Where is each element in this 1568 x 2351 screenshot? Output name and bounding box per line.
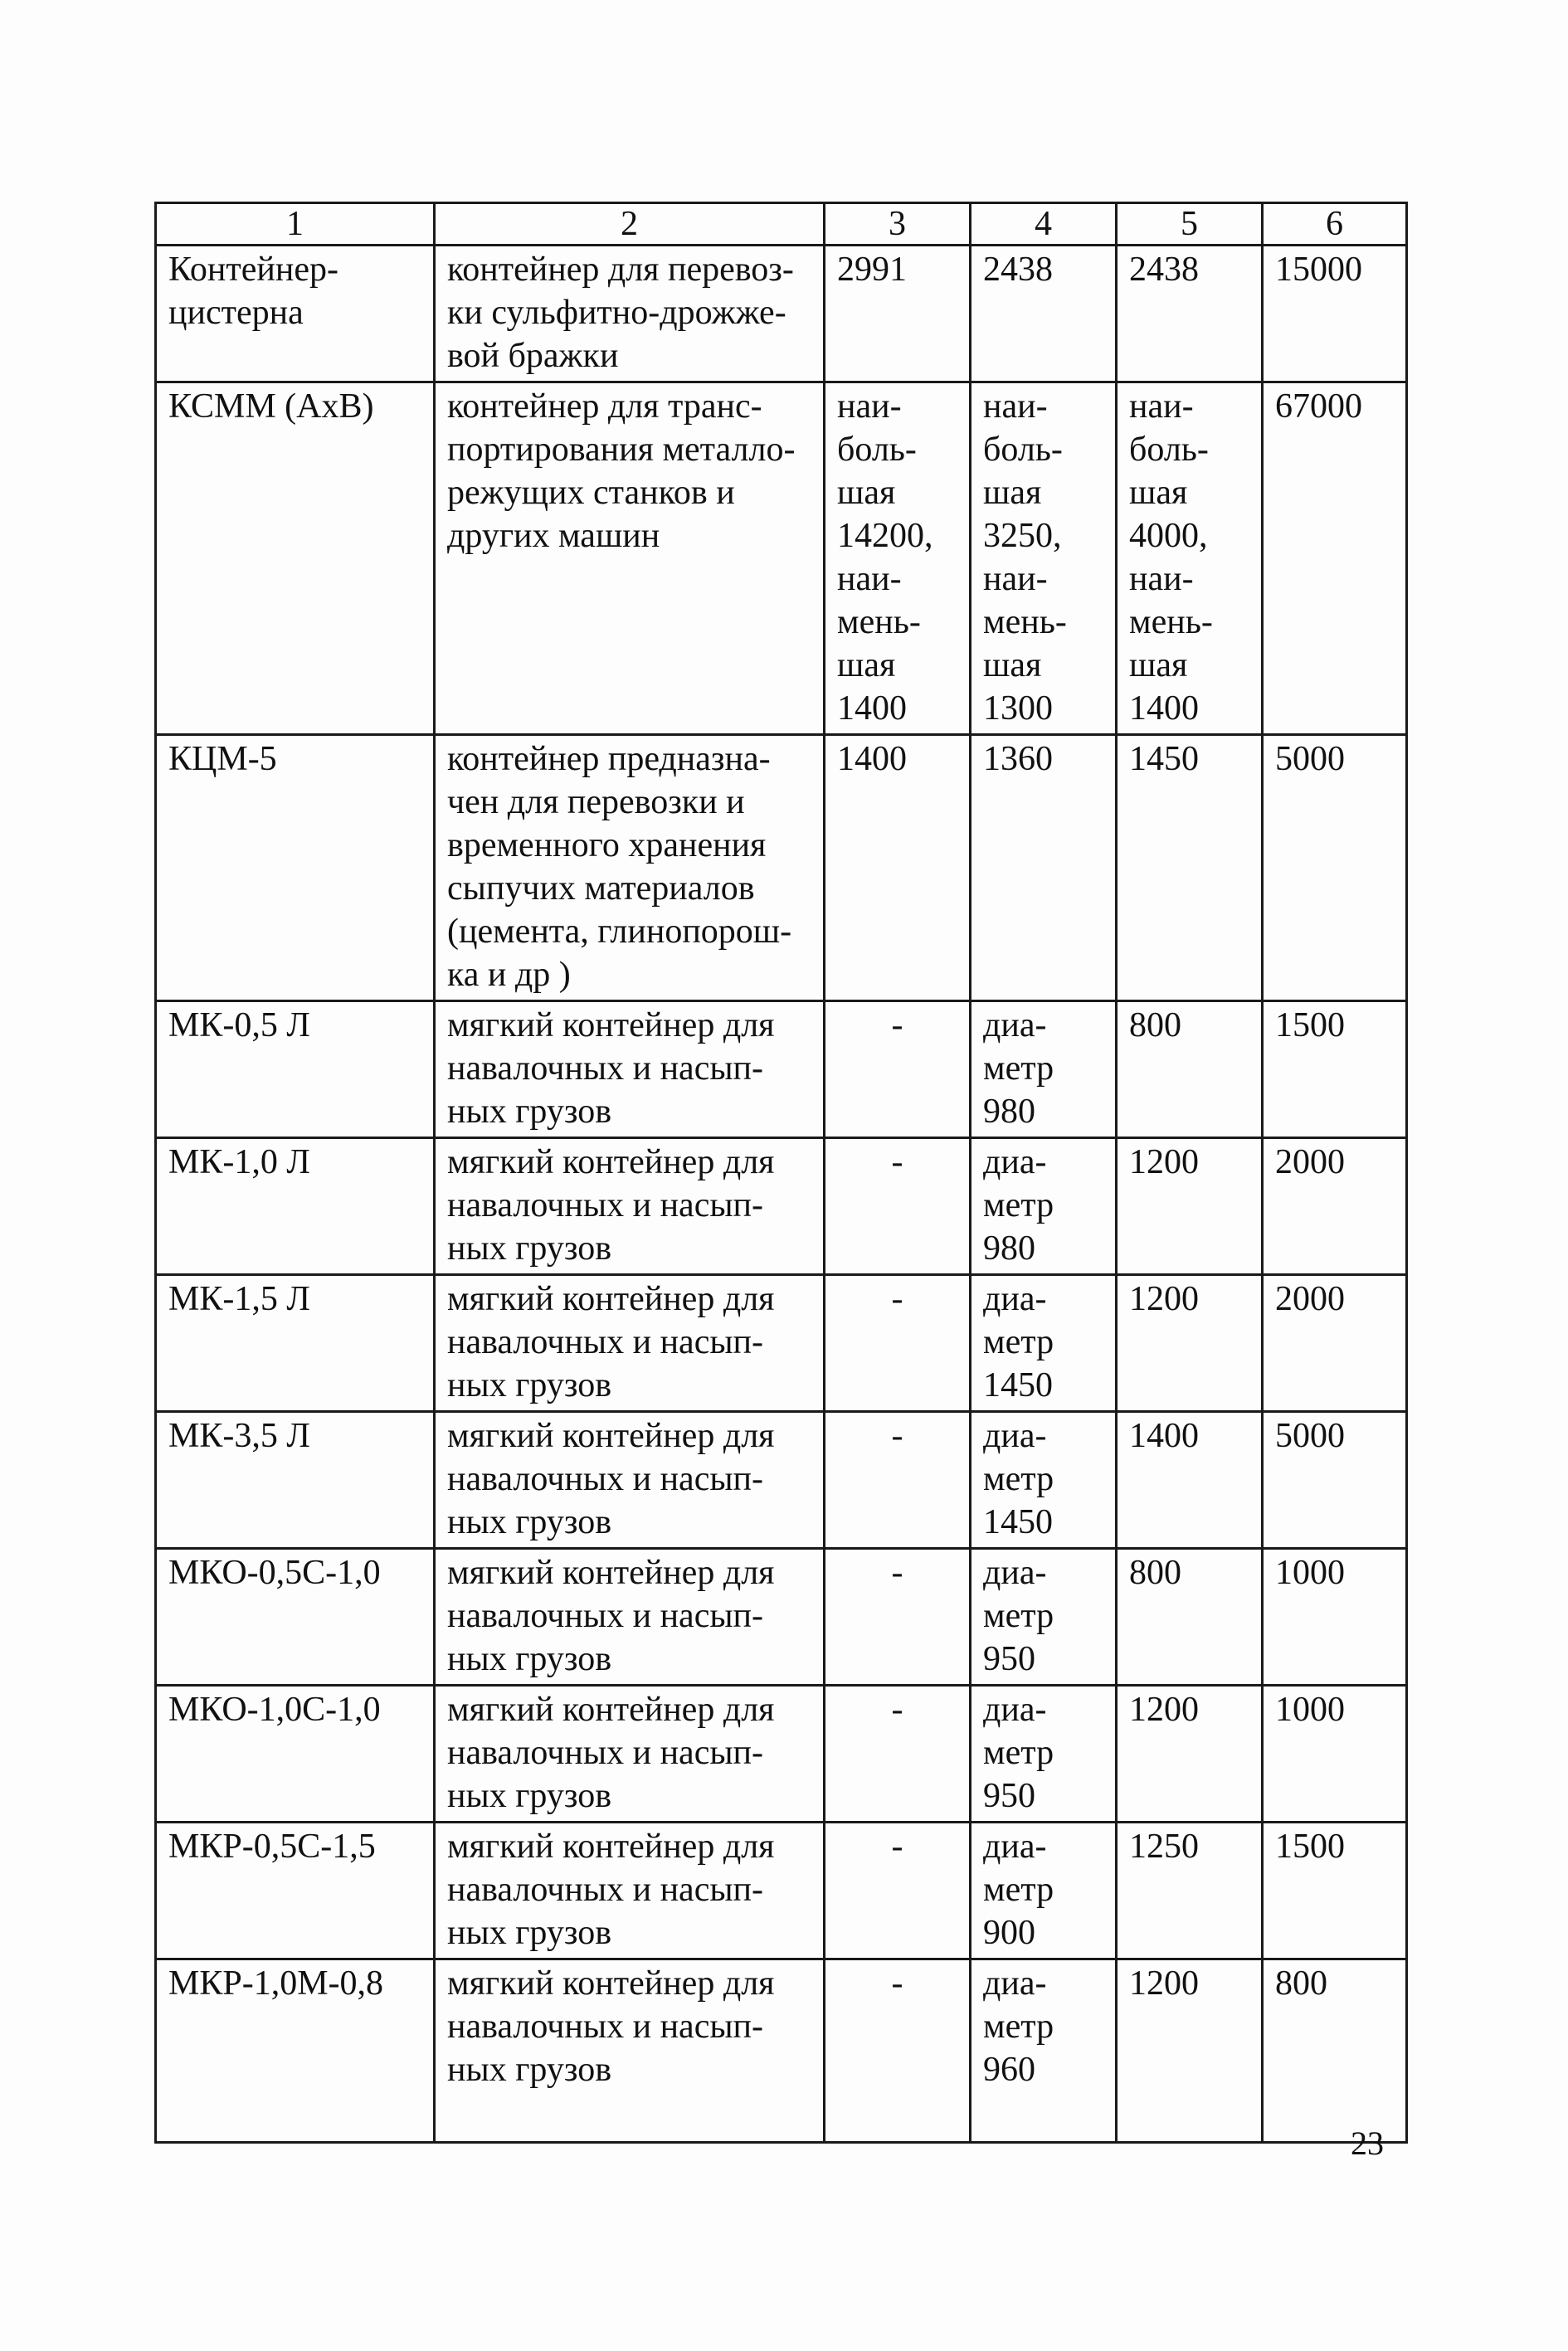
value-cell-3: - [825, 1001, 971, 1138]
container-name-cell: МК-0,5 Л [156, 1001, 435, 1138]
container-name-cell: МКР-1,0М-0,8 [156, 1959, 435, 2143]
table-row [156, 1686, 1407, 1823]
description-cell: мягкий контейнер для навалочных и насып- ных грузов [435, 1275, 825, 1412]
value-cell-4: диа- метр 980 [971, 1001, 1117, 1138]
value-cell-6: 800 [1263, 1959, 1407, 2143]
column-header-5: 5 [1117, 203, 1263, 246]
container-name-cell: МКО-1,0С-1,0 [156, 1686, 435, 1823]
value-cell-6: 1500 [1263, 1823, 1407, 1959]
description-cell: контейнер для перевоз- ки сульфитно-дрожже- вой бражки [435, 246, 825, 382]
column-header-3: 3 [825, 203, 971, 246]
table-row [156, 1138, 1407, 1275]
column-header-2: 2 [435, 203, 825, 246]
container-spec-table [154, 202, 1408, 2144]
description-cell: контейнер предназна- чен для перевозки и временного хранения сыпучих материалов (цемента, глинопорош- ка и др ) [435, 735, 825, 1001]
description-cell: мягкий контейнер для навалочных и насып- ных грузов [435, 1001, 825, 1138]
container-name-cell: Контейнер- цистерна [156, 246, 435, 382]
value-cell-6: 15000 [1263, 246, 1407, 382]
description-cell: мягкий контейнер для навалочных и насып- ных грузов [435, 1138, 825, 1275]
column-header-4: 4 [971, 203, 1117, 246]
table-row [156, 1959, 1407, 2143]
description-cell: мягкий контейнер для навалочных и насып- ных грузов [435, 1686, 825, 1823]
description-cell: контейнер для транс- портирования металло- режущих станков и других машин [435, 382, 825, 735]
container-name-cell: КЦМ-5 [156, 735, 435, 1001]
table-row [156, 382, 1407, 735]
value-cell-6: 1500 [1263, 1001, 1407, 1138]
value-cell-3: - [825, 1138, 971, 1275]
value-cell-6: 1000 [1263, 1549, 1407, 1686]
value-cell-4: диа- метр 950 [971, 1686, 1117, 1823]
value-cell-3: - [825, 1959, 971, 2143]
value-cell-4: наи- боль- шая 3250, наи- мень- шая 1300 [971, 382, 1117, 735]
description-cell: мягкий контейнер для навалочных и насып- ных грузов [435, 1549, 825, 1686]
value-cell-4: диа- метр 980 [971, 1138, 1117, 1275]
value-cell-5: 1200 [1117, 1686, 1263, 1823]
value-cell-5: 800 [1117, 1549, 1263, 1686]
value-cell-3: 2991 [825, 246, 971, 382]
value-cell-5: 1200 [1117, 1959, 1263, 2143]
table-row [156, 1412, 1407, 1549]
column-header-1: 1 [156, 203, 435, 246]
value-cell-5: наи- боль- шая 4000, наи- мень- шая 1400 [1117, 382, 1263, 735]
table-row [156, 1001, 1407, 1138]
value-cell-4: 1360 [971, 735, 1117, 1001]
value-cell-3: наи- боль- шая 14200, наи- мень- шая 1400 [825, 382, 971, 735]
value-cell-3: 1400 [825, 735, 971, 1001]
value-cell-3: - [825, 1275, 971, 1412]
description-cell: мягкий контейнер для навалочных и насып- ных грузов [435, 1412, 825, 1549]
table-row [156, 1275, 1407, 1412]
column-header-6: 6 [1263, 203, 1407, 246]
container-name-cell: МК-1,0 Л [156, 1138, 435, 1275]
value-cell-6: 67000 [1263, 382, 1407, 735]
table-row [156, 1823, 1407, 1959]
table-row [156, 1549, 1407, 1686]
value-cell-4: диа- метр 900 [971, 1823, 1117, 1959]
container-name-cell: МКР-0,5С-1,5 [156, 1823, 435, 1959]
value-cell-5: 1250 [1117, 1823, 1263, 1959]
table-row [156, 735, 1407, 1001]
value-cell-3: - [825, 1549, 971, 1686]
value-cell-4: 2438 [971, 246, 1117, 382]
value-cell-5: 800 [1117, 1001, 1263, 1138]
table-row [156, 246, 1407, 382]
value-cell-4: диа- метр 960 [971, 1959, 1117, 2143]
description-cell: мягкий контейнер для навалочных и насып- ных грузов [435, 1823, 825, 1959]
container-name-cell: МКО-0,5С-1,0 [156, 1549, 435, 1686]
container-name-cell: КСММ (АхВ) [156, 382, 435, 735]
value-cell-6: 5000 [1263, 1412, 1407, 1549]
value-cell-4: диа- метр 950 [971, 1549, 1117, 1686]
description-cell: мягкий контейнер для навалочных и насып- ных грузов [435, 1959, 825, 2143]
value-cell-5: 1400 [1117, 1412, 1263, 1549]
container-name-cell: МК-1,5 Л [156, 1275, 435, 1412]
container-name-cell: МК-3,5 Л [156, 1412, 435, 1549]
value-cell-4: диа- метр 1450 [971, 1275, 1117, 1412]
value-cell-3: - [825, 1823, 971, 1959]
value-cell-4: диа- метр 1450 [971, 1412, 1117, 1549]
value-cell-3: - [825, 1686, 971, 1823]
value-cell-3: - [825, 1412, 971, 1549]
value-cell-6: 5000 [1263, 735, 1407, 1001]
value-cell-5: 2438 [1117, 246, 1263, 382]
value-cell-6: 1000 [1263, 1686, 1407, 1823]
value-cell-6: 2000 [1263, 1275, 1407, 1412]
value-cell-5: 1450 [1117, 735, 1263, 1001]
table-header-row [156, 203, 1407, 246]
value-cell-5: 1200 [1117, 1275, 1263, 1412]
page-number: 23 [1351, 2125, 1384, 2162]
value-cell-6: 2000 [1263, 1138, 1407, 1275]
value-cell-5: 1200 [1117, 1138, 1263, 1275]
